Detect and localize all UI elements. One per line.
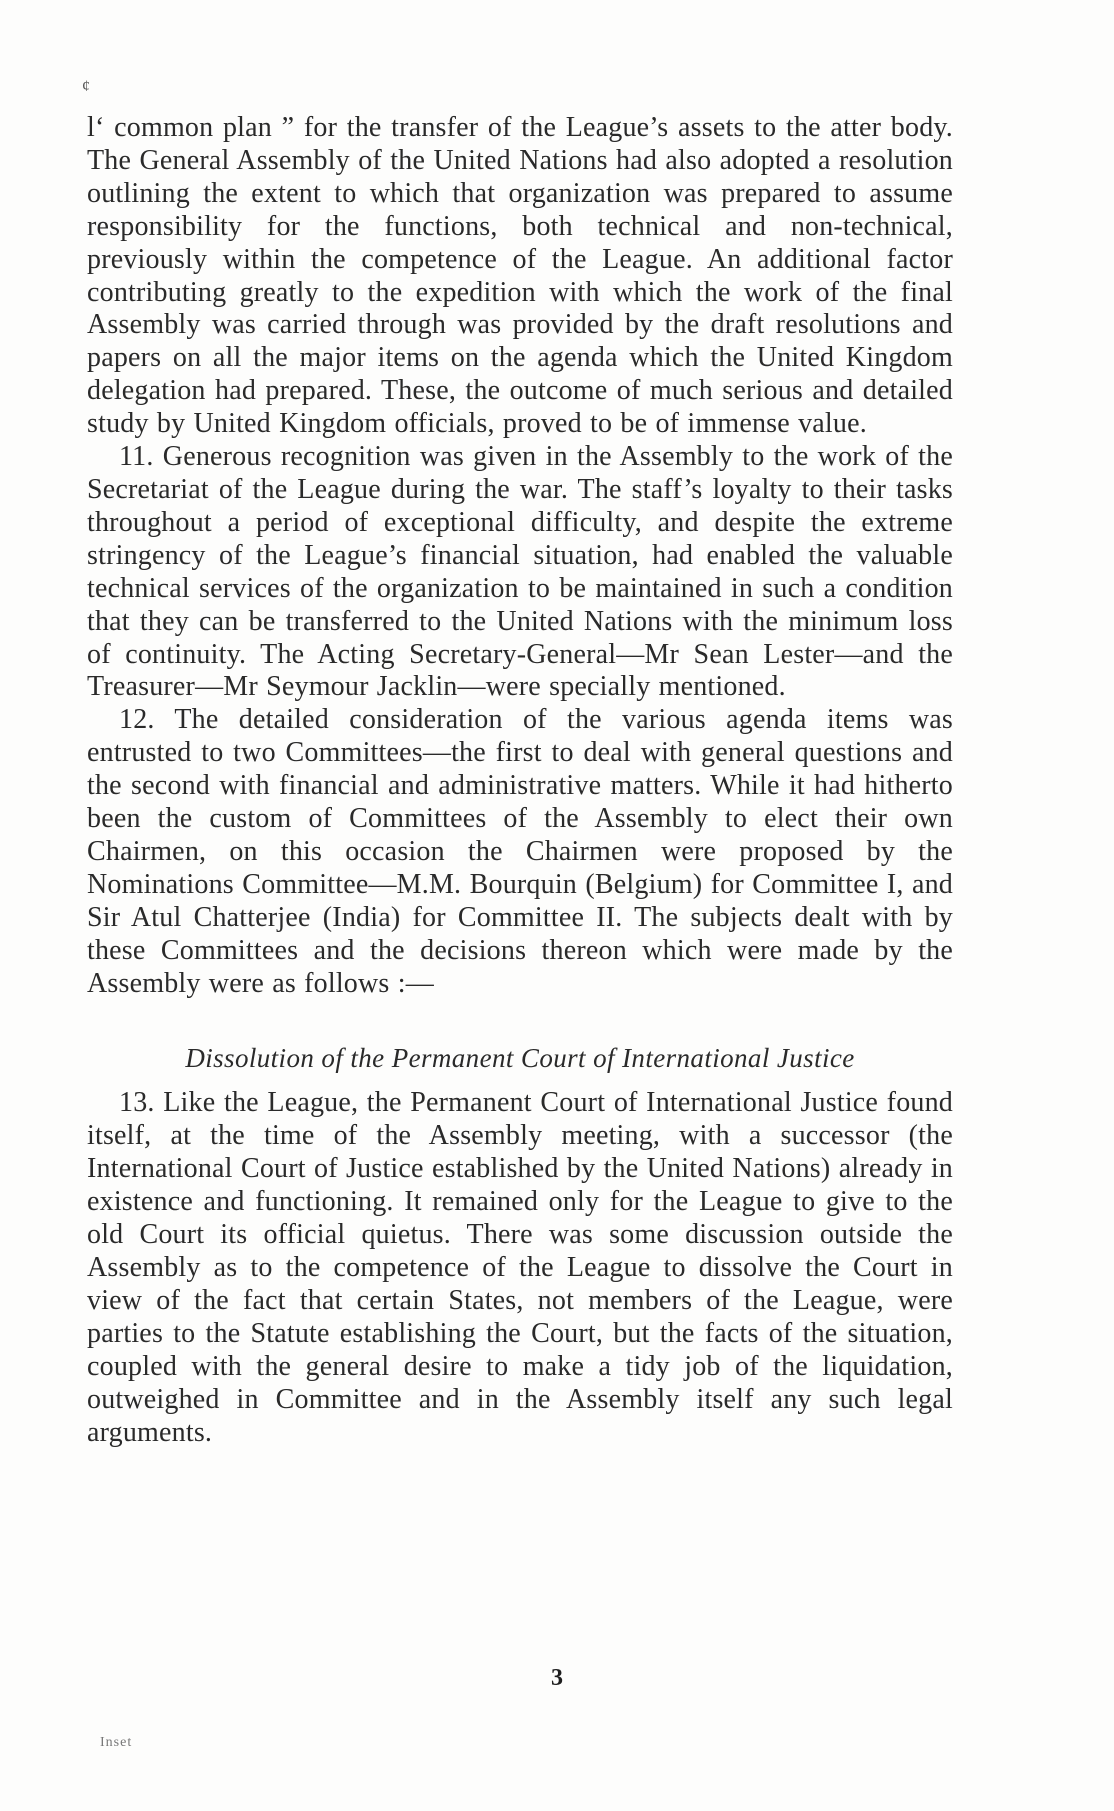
footer-mark: Inset bbox=[100, 1735, 133, 1750]
section-heading: Dissolution of the Permanent Court of International Justice bbox=[185, 1043, 855, 1074]
paragraph-continuation: l‘ common plan ” for the transfer of the League’s assets to the atter body. The General Assembly of the United Nations had also adopted a resolution outlining the extent to which that organization was prepared to assume responsibility for the functions, both technical and non-technical, previously within the competence of the League. An additional factor contributing greatly to the expedition with which the work of the final Assembly was carried through was provided by the draft resolutions and papers on all the major items on the agenda which the United Kingdom delegation had prepared. These, the outcome of much serious and detailed study by United Kingdom officials, proved to be of immense value. bbox=[87, 112, 953, 440]
paragraph-12: 12. The detailed consideration of the various agenda items was entrusted to two Committees—the first to deal with general questions and the second with financial and administrative matters. While it had hitherto been the custom of Committees of the Assembly to elect their own Chairmen, on this occasion the Chairmen were proposed by the Nominations Committee—M.M. Bourquin (Belgium) for Committee I, and Sir Atul Chatterjee (India) for Committee II. The subjects dealt with by these Committees and the decisions thereon which were made by the Assembly were as follows :— bbox=[87, 704, 953, 999]
paragraph-13: 13. Like the League, the Permanent Court of International Justice found itself, at the time of the Assembly meeting, with a successor (the International Court of Justice established by the United Nations) already in existence and functioning. It remained only for the League to give to the old Court its official quietus. There was some discussion outside the Assembly as to the competence of the League to dissolve the Court in view of the fact that certain States, not members of the League, were parties to the Statute establishing the Court, but the facts of the situation, coupled with the general desire to make a tidy job of the liquidation, outweighed in Committee and in the Assembly itself any such legal arguments. bbox=[87, 1087, 953, 1448]
body-text bbox=[87, 112, 953, 1449]
top-margin-mark: ¢ bbox=[82, 78, 90, 95]
paragraph-11: 11. Generous recognition was given in the Assembly to the work of the Secretariat of the League during the war. The staff’s loyalty to their tasks throughout a period of exceptional difficulty, and despite the extreme stringency of the League’s financial situation, had enabled the valuable technical services of the organization to be maintained in such a condition that they can be transferred to the United Nations with the minimum loss of continuity. The Acting Secretary-General—Mr Sean Lester—and the Treasurer—Mr Seymour Jacklin—were specially mentioned. bbox=[87, 441, 953, 703]
page-number: 3 bbox=[551, 1665, 563, 1691]
